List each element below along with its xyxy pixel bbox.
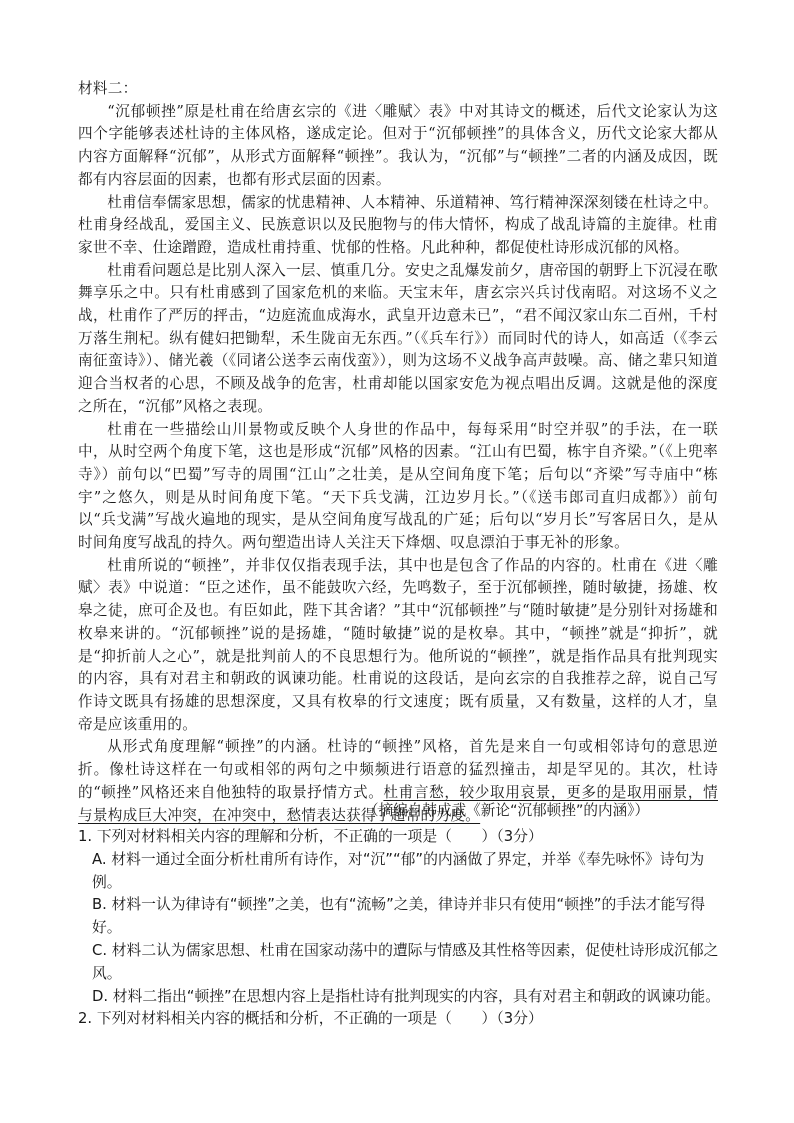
- paragraph-3: 杜甫看问题总是比别人深入一层、慎重几分。安史之乱爆发前夕，唐帝国的朝野上下沉浸在歌舞享乐之中。只有杜甫感到了国家危机的来临。天宝末年，唐玄宗兴兵讨伐南昭。对这场不义之战，杜甫作了严厉的抨击，“边庭流血成海水，武皇开边意未已”，“君不闻汉家山东二百州，千村万落生荆杞。纵有健妇把锄犁，禾生陇亩无东西。”（《兵车行》）而同时代的诗人，如高适（《李云南征蛮诗》）、储光羲（《同诸公送李云南伐蛮》），则为这场不义战争高声鼓噪。高、储之辈只知道迎合当权者的心思，不顾及战争的危害，杜甫却能以国家安危为视点唱出反调。这就是他的深度之所在，“沉郁”风格之表现。: [78, 261, 718, 415]
- question-1-option-c: C. 材料二认为儒家思想、杜甫在国家动荡中的遭际与情感及其性格等因素，促使杜诗形成沉郁之风。: [92, 941, 719, 982]
- question-1-option-d: D. 材料二指出“顿挫”在思想内容上是指杜诗有批判现实的内容，具有对君主和朝政的讽谏功能。: [92, 987, 721, 1005]
- paragraph-6-text: 从形式角度理解“顿挫”的内涵。杜诗的“顿挫”风格，首先是来自一句或相邻诗句的意思逆折。像杜诗这样在一句或相邻的两句之中频频进行语意的猛烈撞击，却是罕见的。其次，杜诗的“顿挫”风格还来自他独特的取景抒情方式。: [78, 738, 718, 801]
- questions-section: [78, 826, 728, 1031]
- question-1-stem: 1. 下列对材料相关内容的理解和分析，不正确的一项是（ ）（3分）: [78, 828, 543, 845]
- source-citation: （摘编自韩成武《新论“沉郁顿挫”的内涵》）: [364, 802, 650, 819]
- question-1-option-a: A. 材料一通过全面分析杜甫所有诗作，对“沉”“郁”的内涵做了界定，并举《奉先咏怀》诗句为例。: [92, 850, 705, 891]
- paragraph-2: 杜甫信奉儒家思想，儒家的忧患精神、人本精神、乐道精神、笃行精神深深刻镂在杜诗之中。杜甫身经战乱，爱国主义、民族意识以及民胞物与的伟大情怀，构成了战乱诗篇的主旋律。杜甫家世不幸、仕途蹭蹬，造成杜甫持重、忧郁的性格。凡此种种，都促使杜诗形成沉郁的风格。: [78, 193, 718, 256]
- paragraph-1: “沉郁顿挫”原是杜甫在给唐玄宗的《进〈雕赋〉表》中对其诗文的概述，后代文论家认为这四个字能够表述杜诗的主体风格，遂成定论。但对于“沉郁顿挫”的具体含义，历代文论家大都从内容方面解释“沉郁”，从形式方面解释“顿挫”。我认为，“沉郁”与“顿挫”二者的内涵及成因，既都有内容层面的因素，也都有形式层面的因素。: [78, 102, 718, 188]
- material-heading: 材料二：: [78, 80, 138, 97]
- paragraph-5: 杜甫所说的“顿挫”，并非仅仅指表现手法，其中也是包含了作品的内容的。杜甫在《进〈雕赋〉表》中说道：“臣之述作，虽不能鼓吹六经，先鸣数子，至于沉郁顿挫，随时敏捷，扬雄、枚皋之徒，庶可企及也。有臣如此，陛下其舍诸？”其中“沉郁顿挫”与“随时敏捷”是分别针对扬雄和枚皋来讲的。“沉郁顿挫”说的是扬雄，“随时敏捷”说的是枚皋。其中，“顿挫”就是“抑折”，就是“抑折前人之心”，就是批判前人的不良思想行为。他所说的“顿挫”，就是指作品具有批判现实的内容，具有对君主和朝政的讽谏功能。杜甫说的这段话，是向玄宗的自我推荐之辞，说自己写作诗文既具有扬雄的思想深度，又具有枚皋的行文速度；既有质量，又有数量，这样的人才，皇帝是应该重用的。: [78, 556, 718, 733]
- question-1-option-b: B. 材料一认为律诗有“顿挫”之美，也有“流畅”之美，律诗并非只有使用“顿挫”的手法才能写得好。: [92, 896, 706, 937]
- underlined-sentence: 杜甫言愁，较少取用哀景，更多的是取用丽景，情与景构成巨大冲突，在冲突中，愁情表达获得了超常的力度。: [78, 783, 718, 824]
- material-two: [78, 78, 718, 827]
- paragraph-4: 杜甫在一些描绘山川景物或反映个人身世的作品中，每每采用“时空并驭”的手法，在一联中，从时空两个角度下笔，这也是形成“沉郁”风格的因素。“江山有巴蜀，栋宇自齐梁。”（《上兜率寺》）前句以“巴蜀”写寺的周围“江山”之壮美，是从空间角度下笔；后句以“齐梁”写寺庙中“栋宇”之悠久，则是从时间角度下笔。“天下兵戈满，江边岁月长。”（《送韦郎司直归成都》）前句以“兵戈满”写战火遍地的现实，是从空间角度写战乱的广延；后句以“岁月长”写客居日久，是从时间角度写战乱的持久。两句塑造出诗人关注天下烽烟、叹息漂泊于事无补的形象。: [78, 420, 718, 552]
- question-2-stem: 2. 下列对材料相关内容的概括和分析，不正确的一项是（ ）（3分）: [78, 1010, 543, 1028]
